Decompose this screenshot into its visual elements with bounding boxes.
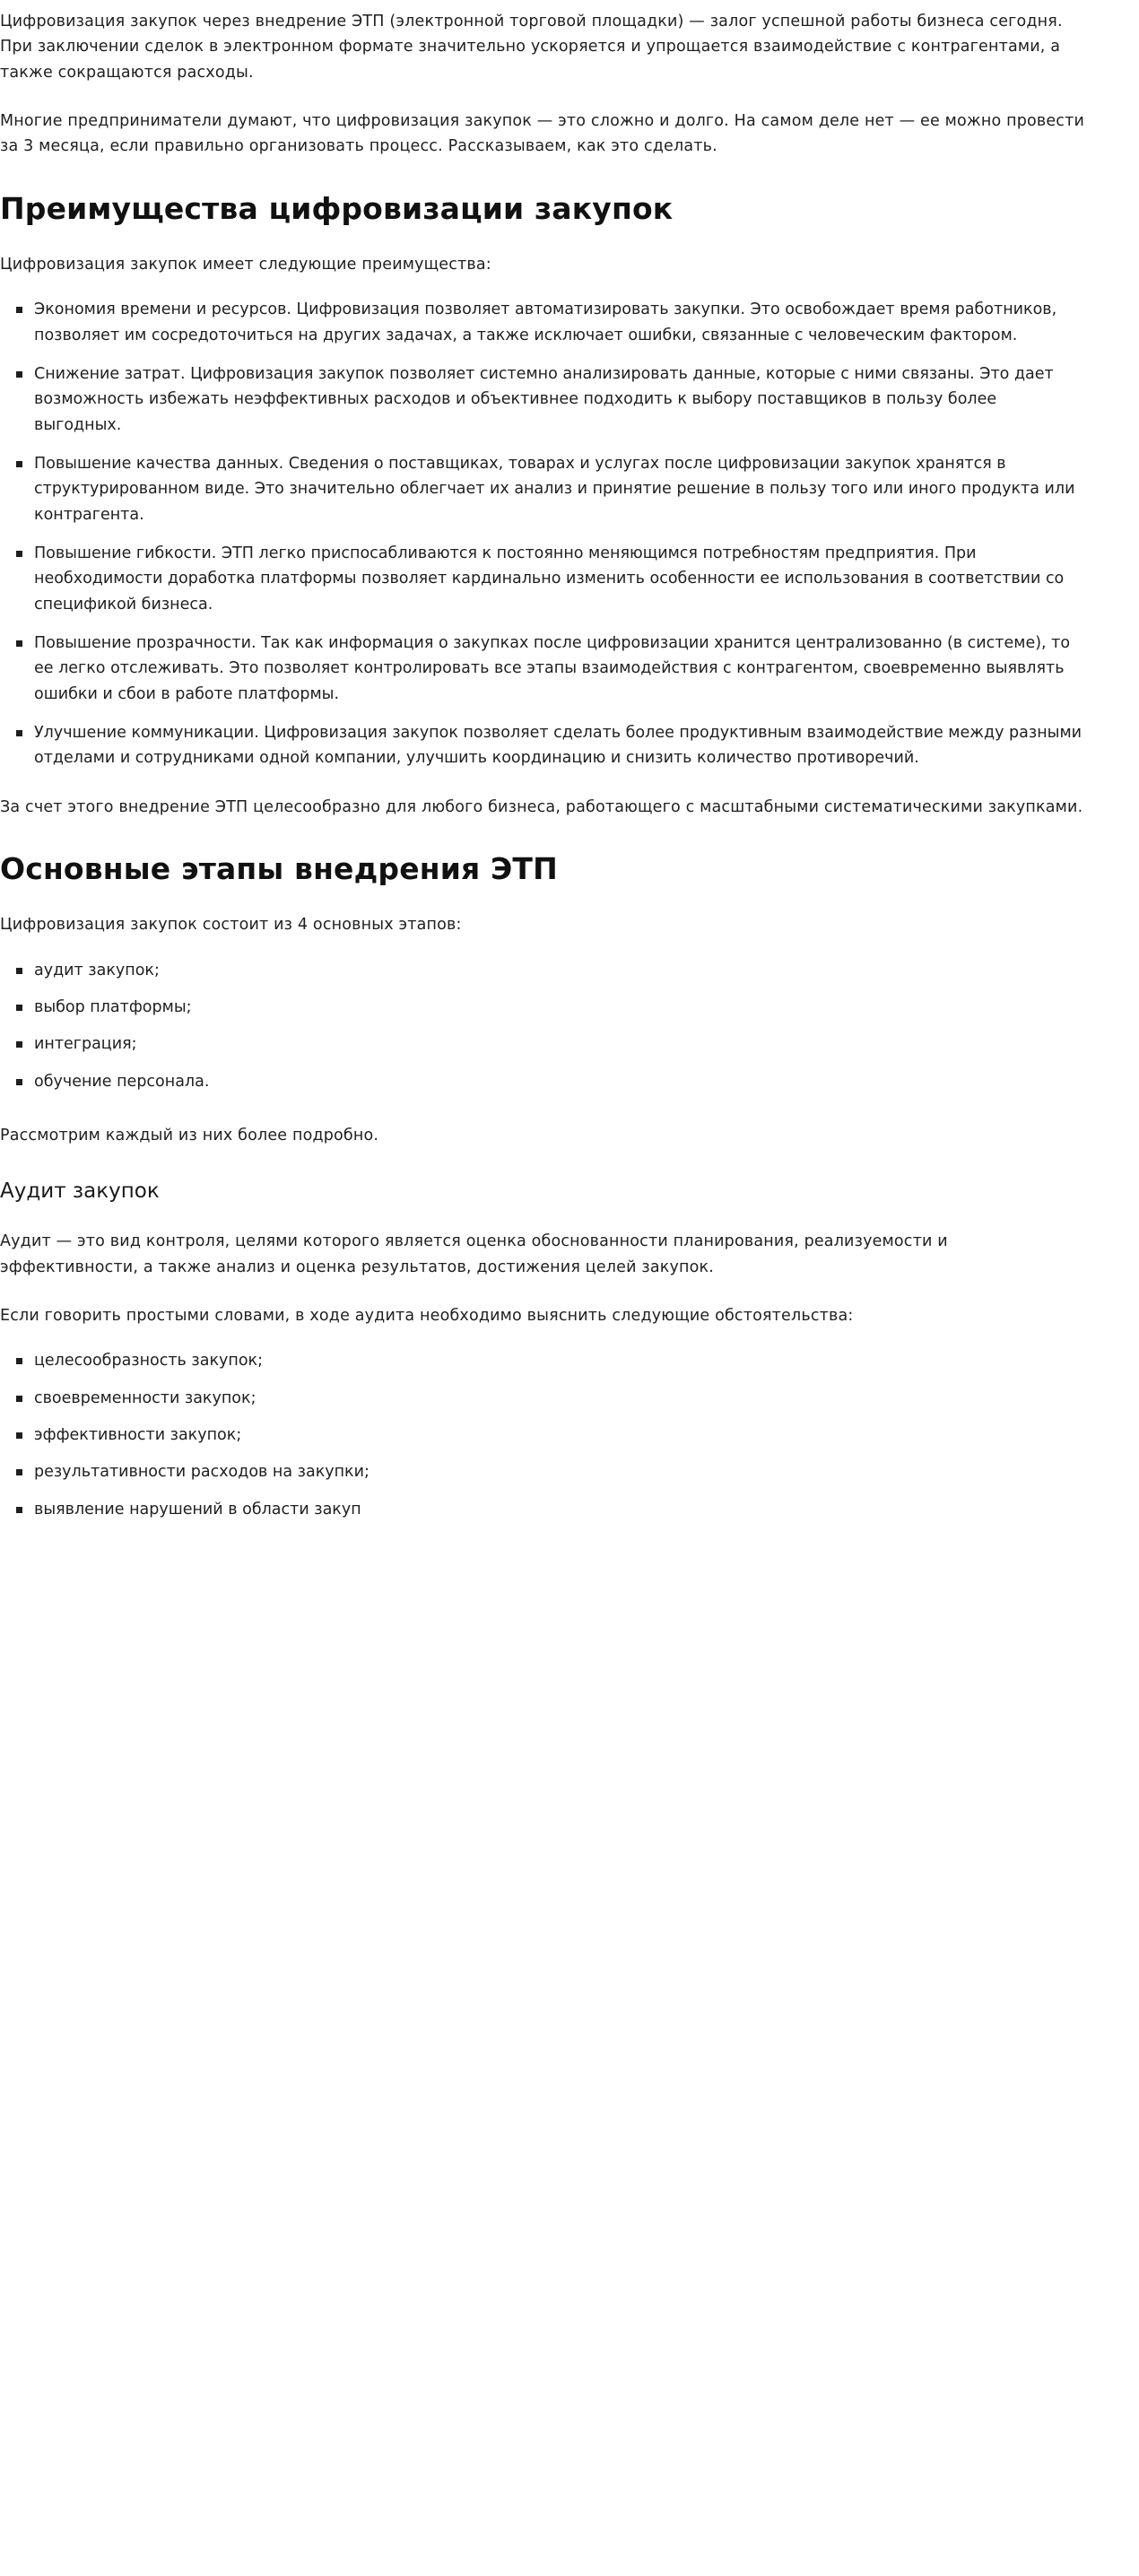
advantages-lead: Цифровизация закупок имеет следующие преимущества: (0, 255, 491, 274)
list-item: выявление нарушений в области закуп (0, 1497, 1085, 1522)
list-item: Снижение затрат. Цифровизация закупок позволяет системно анализировать данные, которые с ними связаны. Это дает возможность избежать неэффективных расходов и объективнее подходить к выбору поставщиков в пользу более выгодных. (0, 361, 1085, 438)
advantages-heading: Преимущества цифровизации закупок (0, 190, 674, 226)
list-item: Повышение качества данных. Сведения о поставщиках, товарах и услугах после цифровизации закупок хранятся в структурированном виде. Это значительно облегчает их анализ и принятие решение в пользу того или иного продукта или контрагента. (0, 451, 1085, 527)
advantages-list (0, 297, 1085, 771)
stages-list (0, 958, 1085, 1094)
audit-paragraph-1: Аудит — это вид контроля, целями которого является оценка обоснованности планирования, реализуемости и эффективности, а также анализ и оценка результатов, достижения целей закупок. (0, 1232, 948, 1276)
list-item: Улучшение коммуникации. Цифровизация закупок позволяет сделать более продуктивным взаимодействие между разными отделами и сотрудниками одной компании, улучшить координацию и снизить количество противоречий. (0, 720, 1085, 771)
intro-paragraph-1: Цифровизация закупок через внедрение ЭТП (электронной торговой площадки) — залог успешной работы бизнеса сегодня. При заключении сделок в электронном формате значительно ускоряется и упрощается взаимодействие с контрагентами, а также сокращаются расходы. (0, 13, 1063, 82)
audit-heading: Аудит закупок (0, 1179, 160, 1204)
stages-heading: Основные этапы внедрения ЭТП (0, 851, 558, 887)
list-item: результативности расходов на закупки; (0, 1459, 1085, 1484)
list-item: аудит закупок; (0, 958, 1085, 983)
list-item: эффективности закупок; (0, 1423, 1085, 1448)
list-item: интеграция; (0, 1031, 1085, 1057)
list-item: Повышение гибкости. ЭТП легко приспосабливаются к постоянно меняющимся потребностям предприятия. При необходимости доработка платформы позволяет кардинально изменить особенности ее использования в соответствии со спецификой бизнеса. (0, 541, 1085, 617)
list-item: целесообразность закупок; (0, 1348, 1085, 1373)
intro-paragraph-2: Многие предприниматели думают, что цифровизация закупок — это сложно и долго. На самом деле нет — ее можно провести за 3 месяца, если правильно организовать процесс. Рассказываем, как это сделать. (0, 112, 1085, 156)
audit-list (0, 1348, 1085, 1522)
list-item: Повышение прозрачности. Так как информация о закупках после цифровизации хранится централизованно (в системе), то ее легко отслеживать. Это позволяет контролировать все этапы взаимодействия с контрагентом, своевременно выявлять ошибки и сбои в работе платформы. (0, 631, 1085, 707)
stages-lead: Цифровизация закупок состоит из 4 основных этапов: (0, 916, 462, 935)
list-item: своевременности закупок; (0, 1386, 1085, 1411)
article-content (0, 9, 1085, 1522)
list-item: выбор платформы; (0, 995, 1085, 1020)
advantages-closing: За счет этого внедрение ЭТП целесообразно для любого бизнеса, работающего с масштабными систематическими закупками. (0, 797, 1083, 816)
stages-closing: Рассмотрим каждый из них более подробно. (0, 1127, 379, 1145)
list-item: Экономия времени и ресурсов. Цифровизация позволяет автоматизировать закупки. Это освобождает время работников, позволяет им сосредоточиться на других задачах, а также исключает ошибки, связанные с человеческим фактором. (0, 297, 1085, 348)
list-item: обучение персонала. (0, 1069, 1085, 1094)
audit-paragraph-2: Если говорить простыми словами, в ходе аудита необходимо выяснить следующие обстоятельства: (0, 1307, 854, 1326)
